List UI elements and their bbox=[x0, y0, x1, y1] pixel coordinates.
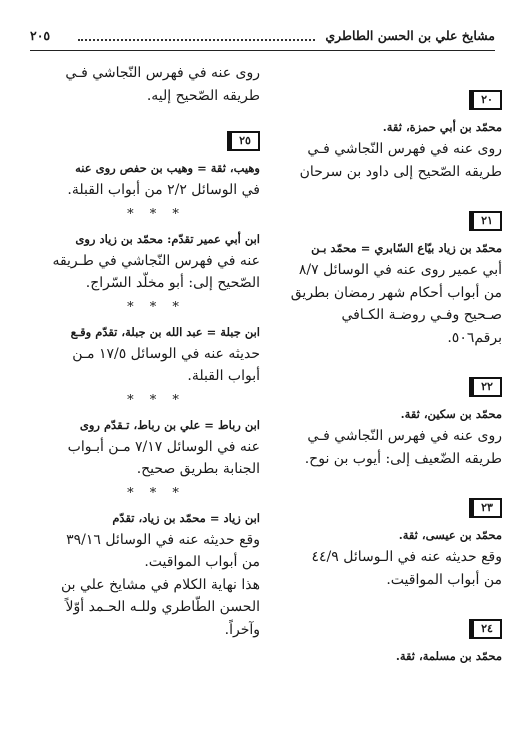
text-line: طريقه الصّحيح إلى داود بن سرحان bbox=[299, 163, 502, 180]
running-header bbox=[30, 28, 495, 48]
narrator-heading bbox=[52, 321, 260, 343]
text-line: عنه في الوسائل ٧/١٧ مـن أبـواب bbox=[67, 438, 260, 455]
text-line: روى عنه في فهرس النّجاشي فـي bbox=[65, 65, 260, 81]
entry-number-box bbox=[52, 125, 260, 157]
entry-number: ٢٣ bbox=[469, 498, 502, 518]
text-line: وقع حديثه عنه في الـوسائل ٤٤/٩ bbox=[311, 549, 502, 565]
entry-number: ٢١ bbox=[469, 211, 502, 231]
text-line: هذا نهاية الكلام في مشايخ علي بن bbox=[60, 576, 260, 593]
body-paragraph bbox=[282, 546, 502, 591]
heading-line: ابن رباط = علي بن رباط، تـقدّم روى bbox=[79, 417, 260, 432]
text-line: أبواب القبلة. bbox=[187, 368, 260, 384]
section-separator-stars: * * * bbox=[127, 299, 185, 315]
narrator-heading bbox=[282, 403, 502, 425]
entry-number: ٢٢ bbox=[469, 377, 502, 397]
entry-number: ٢٠ bbox=[469, 90, 502, 110]
narrator-heading bbox=[52, 157, 260, 179]
text-line: صـحيح وفـي روضـة الكـافي bbox=[341, 307, 502, 323]
leader-dots bbox=[78, 39, 315, 41]
text-line: الصّحيح إلى: أبو مخلّد السّراج. bbox=[85, 275, 260, 291]
text-line: طريقه الصّحيح إليه. bbox=[146, 87, 260, 104]
entry-number: ٢٤ bbox=[469, 619, 502, 639]
heading-line: ابن جبلة = عبد الله بن جبلة، تقدّم وقـع bbox=[70, 324, 260, 339]
left-column bbox=[52, 62, 260, 641]
text-line: في الوسائل ٢/٢ من أبواب القبلة. bbox=[67, 182, 260, 198]
heading-line: محمّد بن أبي حمزة، ثقة. bbox=[382, 120, 502, 134]
heading-line: محمّد بن عيسى، ثقة. bbox=[398, 528, 502, 542]
body-paragraph bbox=[282, 138, 502, 183]
body-paragraph bbox=[52, 343, 260, 388]
narrator-heading bbox=[282, 645, 502, 667]
page-number: ٢٠٥ bbox=[30, 28, 51, 43]
heading-line: محمّد بن مسلمة، ثقة. bbox=[395, 649, 502, 663]
text-line: الحسن الطّاطري وللـه الحـمد أوّلاً bbox=[65, 599, 260, 615]
text-line: أبي عمير روى عنه في الوسائل ٨/٧ bbox=[298, 262, 502, 278]
narrator-heading bbox=[282, 116, 502, 138]
right-column bbox=[282, 84, 502, 667]
narrator-heading bbox=[282, 237, 502, 259]
text-line: برقم٥٠٦. bbox=[447, 329, 502, 346]
body-paragraph bbox=[282, 259, 502, 349]
entry-number-box bbox=[282, 371, 502, 403]
running-title: مشايخ علي بن الحسن الطاطري bbox=[325, 28, 495, 43]
entry-number-box bbox=[282, 613, 502, 645]
narrator-heading bbox=[52, 414, 260, 436]
text-line: عنه في فهرس النّجاشي في طـريقه bbox=[52, 252, 260, 269]
text-line: وآخراً. bbox=[224, 621, 260, 638]
entry-number-box bbox=[282, 84, 502, 116]
text-line: روى عنه في فهرس النّجاشي فـي bbox=[307, 141, 502, 157]
body-paragraph bbox=[52, 179, 260, 202]
section-separator-stars: * * * bbox=[127, 206, 185, 222]
entry-number-box bbox=[282, 492, 502, 524]
body-paragraph bbox=[52, 436, 260, 481]
text-line: روى عنه في فهرس النّجاشي فـي bbox=[307, 428, 502, 444]
text-line: وقع حديثه عنه في الوسائل ٣٩/١٦ bbox=[66, 531, 260, 548]
body-paragraph bbox=[52, 62, 260, 107]
heading-line: وهيب، ثقة = وهيب بن حفص روى عنه bbox=[75, 161, 260, 175]
heading-line: محمّد بن سكين، ثقة. bbox=[400, 407, 502, 421]
heading-line: ابن زياد = محمّد بن زياد، تقدّم bbox=[112, 510, 260, 525]
text-line: الجنابة بطريق صحيح. bbox=[136, 461, 260, 477]
body-paragraph bbox=[52, 250, 260, 295]
narrator-heading bbox=[52, 507, 260, 529]
entry-number: ٢٥ bbox=[227, 131, 260, 151]
text-line: من أبواب المواقيت. bbox=[386, 571, 502, 588]
heading-line: محمّد بن زياد بيّاع السّابري = محمّد بـن bbox=[311, 241, 502, 255]
header-rule bbox=[30, 50, 495, 51]
narrator-heading bbox=[52, 228, 260, 250]
entry-number-box bbox=[282, 205, 502, 237]
heading-line: ابن أبي عمير تقدّم: محمّد بن زياد روى bbox=[75, 231, 260, 246]
text-line: طريقه الضّعيف إلى: أيوب بن نوح. bbox=[304, 450, 502, 467]
text-line: من أبواب أحكام شهر رمضان بطريق bbox=[290, 284, 502, 301]
section-separator-stars: * * * bbox=[127, 485, 185, 501]
text-line: من أبواب المواقيت. bbox=[144, 554, 260, 570]
narrator-heading bbox=[282, 524, 502, 546]
text-line: حديثه عنه في الوسائل ١٧/٥ مـن bbox=[72, 345, 260, 362]
body-paragraph bbox=[282, 425, 502, 470]
section-separator-stars: * * * bbox=[127, 392, 185, 408]
body-paragraph bbox=[52, 529, 260, 642]
